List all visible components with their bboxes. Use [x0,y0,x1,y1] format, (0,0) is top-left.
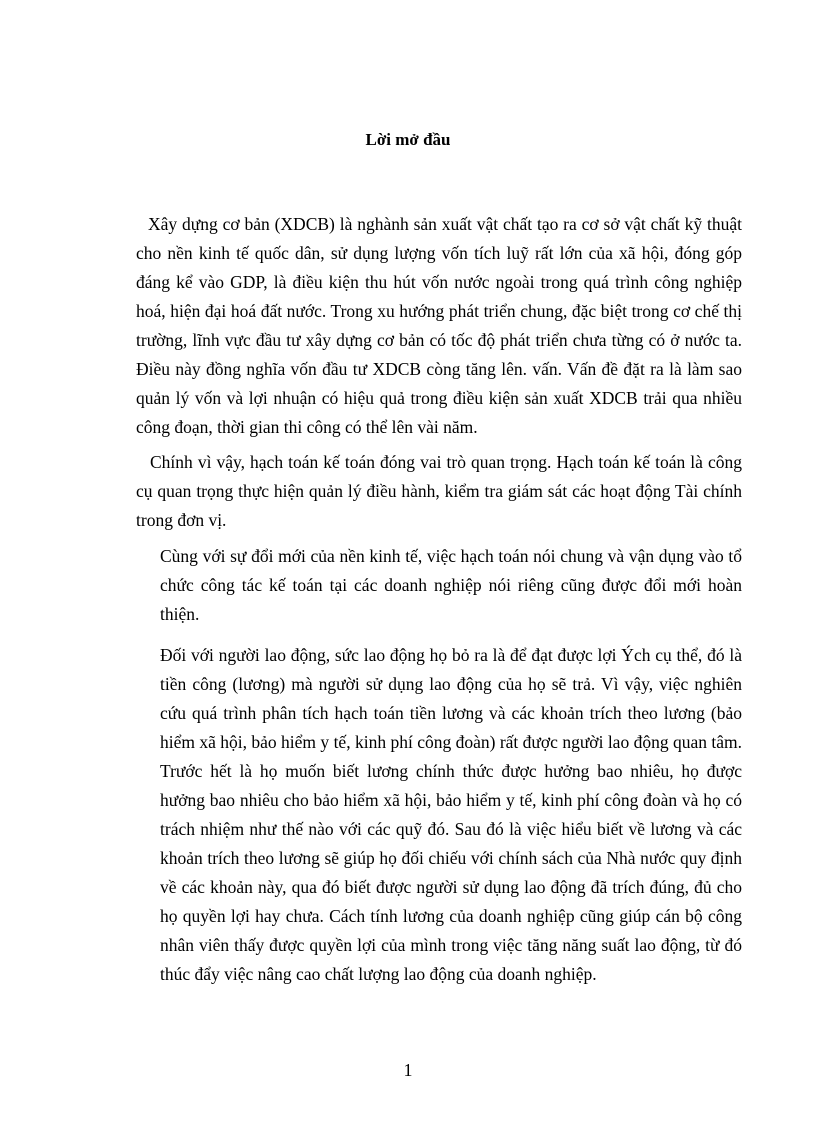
page-title: Lời mở đầu [365,130,451,149]
paragraph-wages: Đối với người lao động, sức lao động họ bỏ ra là để đạt được lợi Ých cụ thể, đó là tiền công (lương) mà người sử dụng lao động của họ sẽ trả. Vì vậy, việc nghiên cứu quá trình phân tích hạch toán tiền lương và các khoản trích theo lương (bảo hiểm xã hội, bảo hiểm y tế, kinh phí công đoàn) rất được người lao động quan tâm. Trước hết là họ muốn biết lương chính thức được hưởng bao nhiêu, họ được hưởng bao nhiêu cho bảo hiểm xã hội, bảo hiểm y tế, kinh phí công đoàn và họ có trách nhiệm như thế nào với các quỹ đó. Sau đó là việc hiểu biết về lương và các khoản trích theo lương sẽ giúp họ đối chiếu với chính sách của Nhà nước quy định về các khoản này, qua đó biết được người sử dụng lao động đã trích đúng, đủ cho họ quyền lợi hay chưa. Cách tính lương của doanh nghiệp cũng giúp cán bộ công nhân viên thấy được quyền lợi của mình trong việc tăng năng suất lao động, từ đó thúc đẩy việc nâng cao chất lượng lao động của doanh nghiệp. [160,645,742,984]
body-text [136,210,742,989]
paragraph-accounting-role: Chính vì vậy, hạch toán kế toán đóng vai trò quan trọng. Hạch toán kế toán là công cụ quan trọng thực hiện quản lý điều hành, kiểm tra giám sát các hoạt động Tài chính trong đơn vị. [136,452,742,530]
paragraph-intro: Xây dựng cơ bản (XDCB) là nghành sản xuất vật chất tạo ra cơ sở vật chất kỹ thuật cho nền kinh tế quốc dân, sử dụng lượng vốn tích luỹ rất lớn của xã hội, đóng góp đáng kể vào GDP, là điều kiện thu hút vốn nước ngoài trong quá trình công nghiệp hoá, hiện đại hoá đất nước. Trong xu hướng phát triển chung, đặc biệt trong cơ chế thị trường, lĩnh vực đầu tư xây dựng cơ bản có tốc độ phát triển chưa từng có ở nước ta. Điều này đồng nghĩa vốn đầu tư XDCB còng tăng lên. vấn. Vấn đề đặt ra là làm sao quản lý vốn và lợi nhuận có hiệu quả trong điều kiện sản xuất XDCB trải qua nhiều công đoạn, thời gian thi công có thể lên vài năm. [136,214,742,437]
paragraph-economic-renewal: Cùng với sự đổi mới của nền kinh tế, việc hạch toán nói chung và vận dụng vào tổ chức công tác kế toán tại các doanh nghiệp nói riêng cũng được đổi mới hoàn thiện. [160,546,742,624]
page-number: 1 [403,1060,413,1080]
